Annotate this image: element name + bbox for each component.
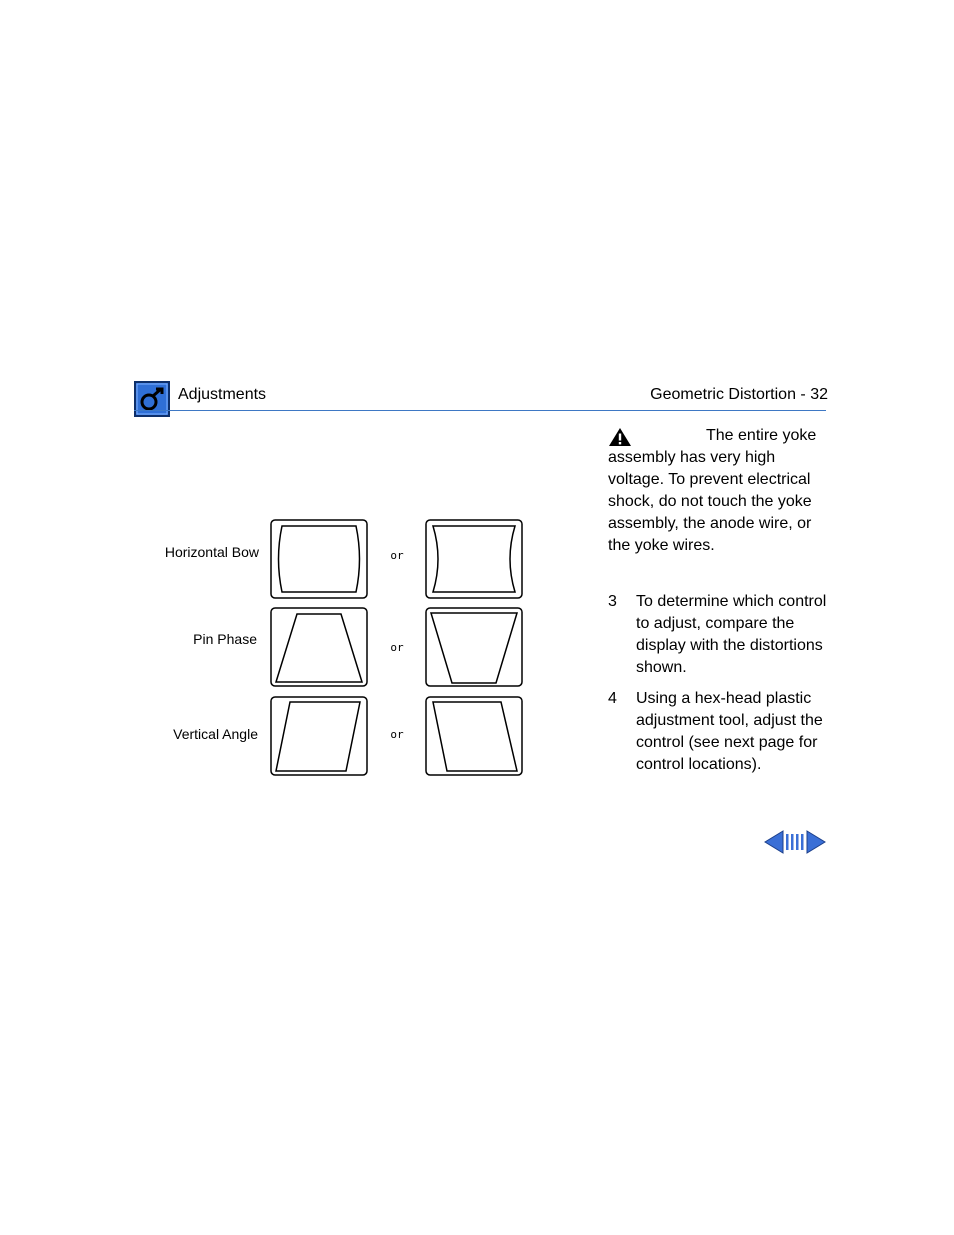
- vertical-angle-left-lean-illustration: [425, 696, 523, 776]
- row-label-pin-phase: Pin Phase: [193, 631, 257, 647]
- step-number: 4: [608, 690, 617, 707]
- row-label-vertical-angle: Vertical Angle: [173, 726, 258, 742]
- step-text: To determine which control to adjust, compare the display with the distortions shown.: [636, 593, 827, 676]
- warning-block: [608, 425, 828, 557]
- step-3: [608, 591, 828, 679]
- page-navigation: [764, 830, 826, 854]
- apple-service-logo-icon: [134, 381, 170, 417]
- pin-phase-narrow-bottom-illustration: [425, 607, 523, 687]
- step-text: Using a hex-head plastic adjustment tool, adjust the control (see next page for control locations).: [636, 690, 823, 773]
- or-label: or: [390, 728, 404, 741]
- right-arrow-icon[interactable]: [806, 830, 826, 854]
- row-label-horizontal-bow: Horizontal Bow: [164, 544, 259, 560]
- page-title: Geometric Distortion - 32: [650, 386, 828, 403]
- or-label: or: [390, 549, 404, 562]
- warning-text: The entire yoke assembly has very high voltage. To prevent electrical shock, do not touch the yoke assembly, the anode wire, or the yoke wires.: [608, 427, 817, 554]
- distortion-figure: [140, 515, 540, 785]
- horizontal-bow-pincushion-illustration: [425, 519, 523, 599]
- warning-triangle-icon: [608, 427, 632, 447]
- header-divider: [134, 410, 826, 411]
- index-bars-icon[interactable]: [785, 834, 805, 850]
- left-arrow-icon[interactable]: [764, 830, 784, 854]
- pin-phase-narrow-top-illustration: [270, 607, 368, 687]
- horizontal-bow-barrel-illustration: [270, 519, 368, 599]
- or-label: or: [390, 641, 404, 654]
- vertical-angle-right-lean-illustration: [270, 696, 368, 776]
- step-4: [608, 688, 828, 776]
- section-title: Adjustments: [178, 386, 267, 403]
- step-number: 3: [608, 593, 617, 610]
